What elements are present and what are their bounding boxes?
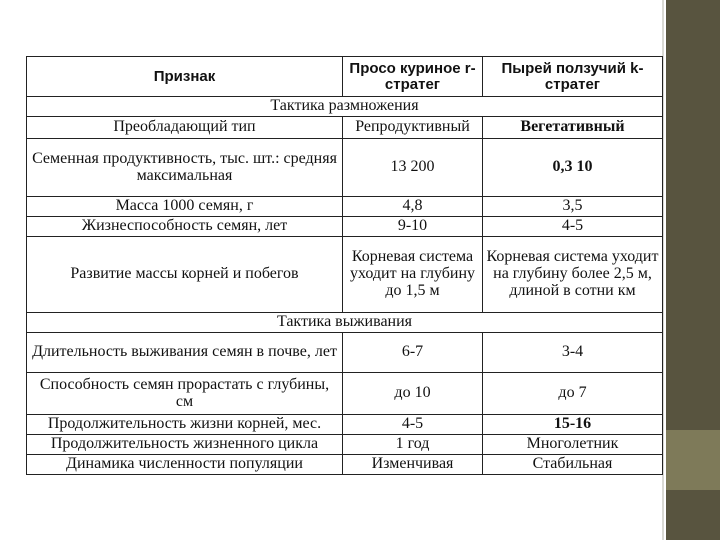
section-title: Тактика размножения — [27, 97, 663, 117]
table-row — [27, 117, 663, 139]
row-col1: Изменчивая — [343, 455, 483, 475]
row-label: Семенная продуктивность, тыс. шт.: средняя максимальная — [27, 139, 343, 197]
row-col2: до 7 — [483, 373, 663, 415]
row-col2: Корневая система уходит на глубину более 2,5 м, длиной в сотни км — [483, 237, 663, 313]
comparison-table — [26, 56, 663, 475]
row-label: Развитие массы корней и побегов — [27, 237, 343, 313]
row-label: Длительность выживания семян в почве, лет — [27, 333, 343, 373]
table-row — [27, 197, 663, 217]
row-col2: 15-16 — [483, 415, 663, 435]
row-label: Динамика численности популяции — [27, 455, 343, 475]
row-col1: 1 год — [343, 435, 483, 455]
row-col1: 6-7 — [343, 333, 483, 373]
row-col1: Корневая система уходит на глубину до 1,5 м — [343, 237, 483, 313]
table-row — [27, 139, 663, 197]
table-row — [27, 237, 663, 313]
row-col1: 13 200 — [343, 139, 483, 197]
table-row — [27, 217, 663, 237]
row-col2: 3,5 — [483, 197, 663, 217]
row-col1: 9-10 — [343, 217, 483, 237]
row-label: Масса 1000 семян, г — [27, 197, 343, 217]
row-col2: Многолетник — [483, 435, 663, 455]
section-row — [27, 313, 663, 333]
table-row — [27, 455, 663, 475]
row-col2: 0,3 10 — [483, 139, 663, 197]
header-feature: Признак — [27, 57, 343, 97]
row-col1: 4-5 — [343, 415, 483, 435]
row-col1: Репродуктивный — [343, 117, 483, 139]
table-row — [27, 333, 663, 373]
row-label: Продолжительность жизненного цикла — [27, 435, 343, 455]
header-col2: Пырей ползучий k-стратег — [483, 57, 663, 97]
section-row — [27, 97, 663, 117]
table-row — [27, 373, 663, 415]
row-col1: 4,8 — [343, 197, 483, 217]
row-col2: Стабильная — [483, 455, 663, 475]
header-row — [27, 57, 663, 97]
section-title: Тактика выживания — [27, 313, 663, 333]
row-col2: 4-5 — [483, 217, 663, 237]
row-label: Способность семян прорастать с глубины, см — [27, 373, 343, 415]
header-col1: Просо куриное r-стратег — [343, 57, 483, 97]
table-row — [27, 415, 663, 435]
table-row — [27, 435, 663, 455]
row-label: Преобладающий тип — [27, 117, 343, 139]
row-col2: Вегетативный — [483, 117, 663, 139]
row-label: Продолжительность жизни корней, мес. — [27, 415, 343, 435]
slide-side-accent — [666, 430, 720, 490]
row-col2: 3-4 — [483, 333, 663, 373]
row-label: Жизнеспособность семян, лет — [27, 217, 343, 237]
row-col1: до 10 — [343, 373, 483, 415]
